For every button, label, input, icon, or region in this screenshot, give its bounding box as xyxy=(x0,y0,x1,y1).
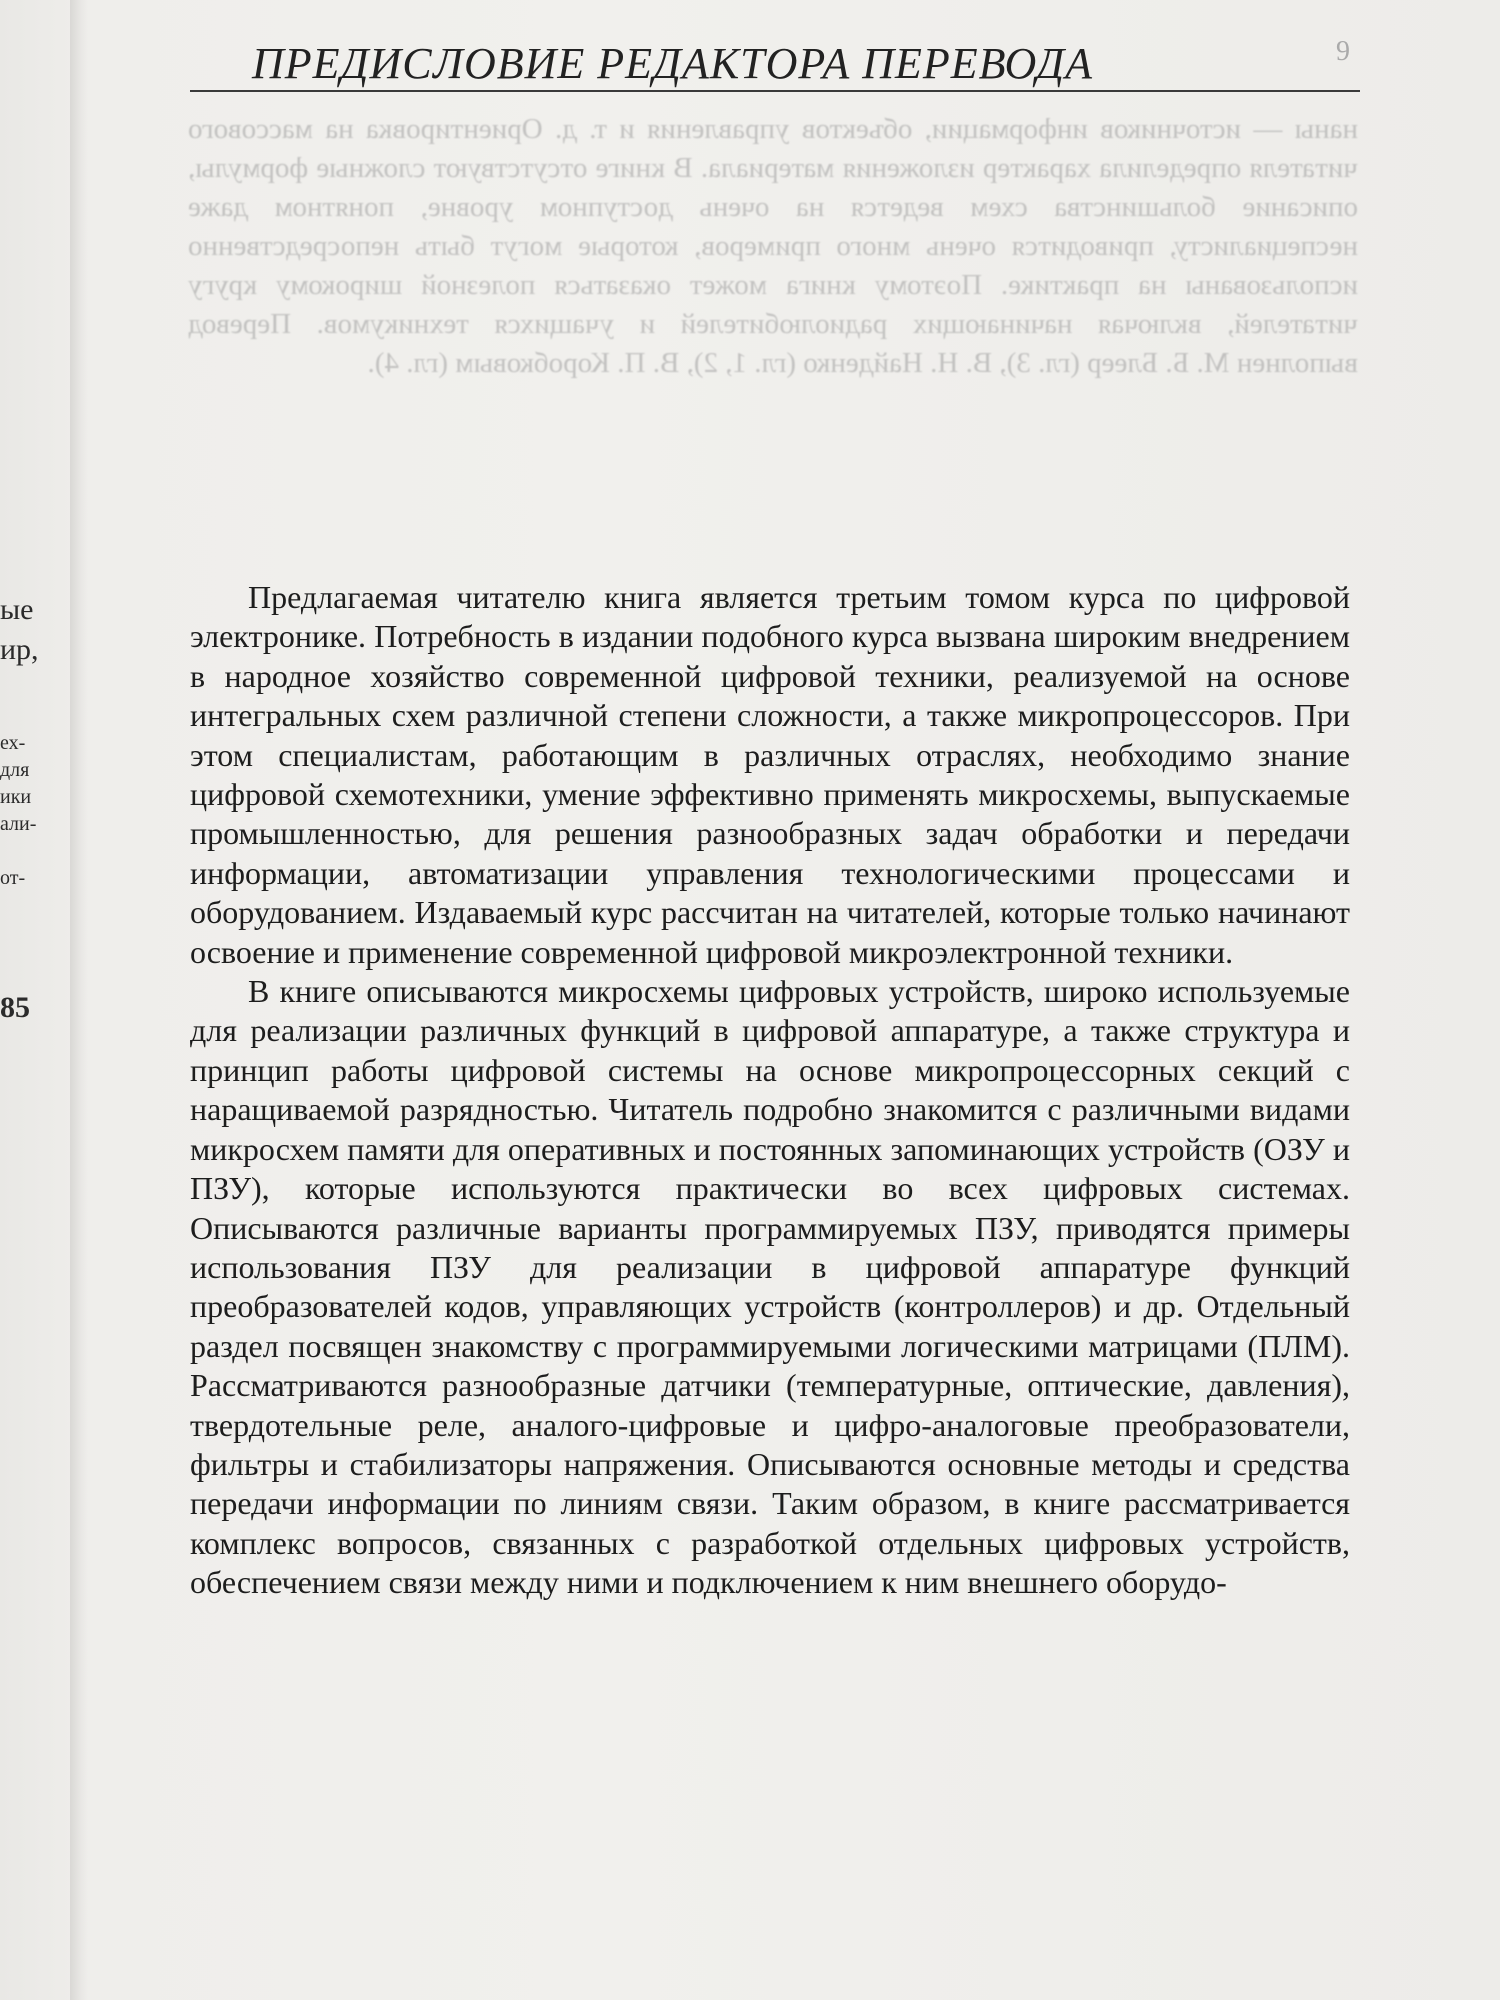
left-page-line xyxy=(0,838,60,865)
page-title: ПРЕДИСЛОВИЕ РЕДАКТОРА ПЕРЕВОДА xyxy=(252,39,1094,88)
running-header xyxy=(190,30,1360,92)
left-page-line: али- xyxy=(0,813,37,835)
book-gutter xyxy=(70,0,88,2000)
left-page-line: ех- xyxy=(0,732,26,754)
left-page-line: ики xyxy=(0,786,32,808)
show-through-text: наны — источников информации, объектов управления и т. д. Ориентировка на массового читателя определила характер изложения материала. В книге отсутствуют сложные формулы, описание большинства схем ведется на очень доступном уровне, понятном даже неспециалисту, приводится очень много примеров, которые могут быть непосредственно использованы на практике. Поэтому книга может оказаться полезной широкому кругу читателей, включая начинающих радиолюбителей и учащихся техникумов. Перевод выполнен М. Б. Блеер (гл. 3), В. Н. Найденко (гл. 1, 2), В. П. Коробковым (гл. 4). xyxy=(188,113,1358,379)
left-page-line: ые xyxy=(0,593,34,626)
left-page-line: от- xyxy=(0,867,26,889)
paragraph: В книге описываются микросхемы цифровых устройств, широко используемые для реализации различных функций в цифровой аппаратуре, а также структура и принцип работы цифровой системы на основе микропроцессорных секций с наращиваемой разрядностью. Читатель подробно знакомится с различными видами микросхем памяти для оперативных и постоянных запоминающих устройств (ОЗУ и ПЗУ), которые используются практически во всех цифровых системах. Описываются различные варианты программируемых ПЗУ, приводятся примеры использования ПЗУ для реализации в цифровой аппаратуре функций преобразователей кодов, управляющих устройств (контроллеров) и др. Отдельный раздел посвящен знакомству с программируемыми логическими матрицами (ПЛМ). Рассматриваются разнообразные датчики (температурные, оптические, давления), твердотельные реле, аналого-цифровые и цифро-аналоговые преобразователи, фильтры и стабилизаторы напряжения. Описываются основные методы и средства передачи информации по линиям связи. Таким образом, в книге рассматривается комплекс вопросов, связанных с разработкой отдельных цифровых устройств, обеспечением связи между ними и подключением к ним внешнего оборудо- xyxy=(190,973,1350,1601)
left-page-line: ир, xyxy=(0,633,39,666)
left-page-line: для xyxy=(0,759,30,781)
page-number: 9 xyxy=(1336,36,1350,67)
body-text xyxy=(190,578,1350,1603)
left-page-number: 85 xyxy=(0,991,30,1024)
left-page-fragment xyxy=(0,590,60,1028)
paragraph: Предлагаемая читателю книга является третьим томом курса по цифровой электронике. Потребность в издании подобного курса вызвана широким внедрением в народное хозяйство современной цифровой техники, реализуемой на основе интегральных схем различной степени сложности, а также микропроцессоров. При этом специалистам, работающим в различных отраслях, необходимо знание цифровой схемотехники, умение эффективно применять микросхемы, выпускаемые промышленностью, для решения разнообразных задач обработки и передачи информации, автоматизации управления технологическими процессами и оборудованием. Издаваемый курс рассчитан на читателей, которые только начинают освоение и применение современной цифровой микроэлектронной техники. xyxy=(190,579,1350,970)
